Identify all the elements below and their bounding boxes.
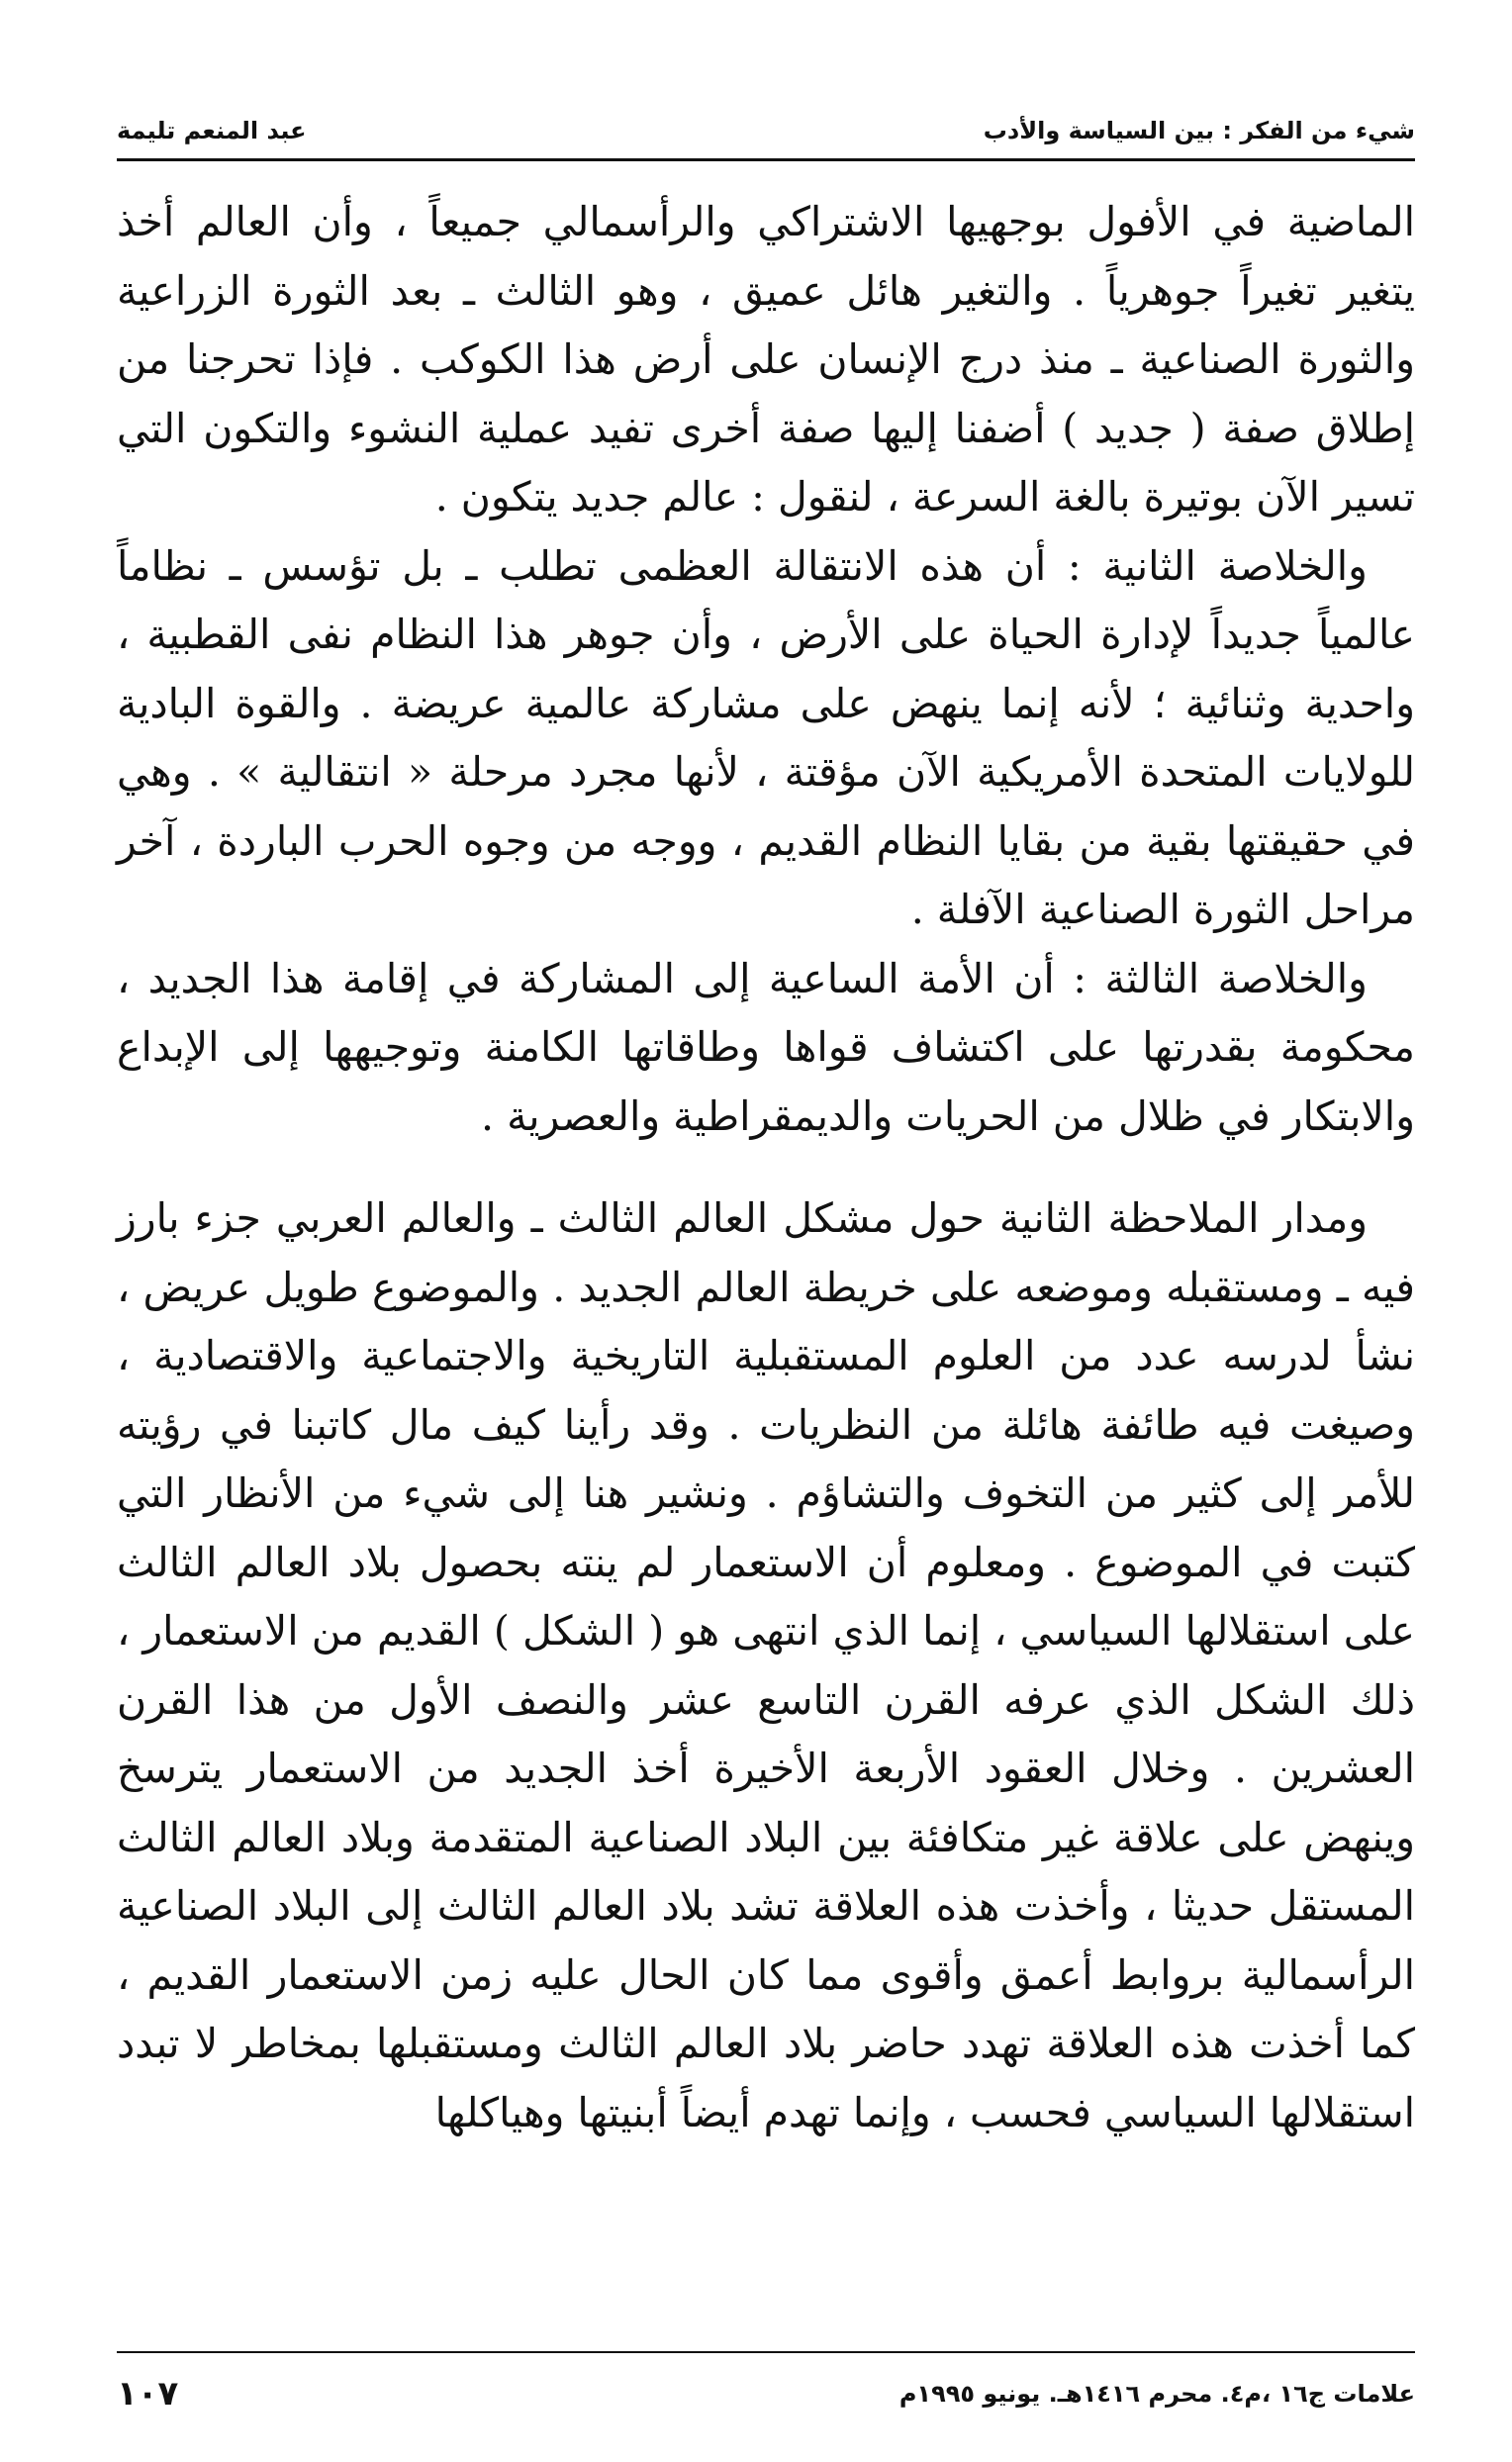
header-rule [117, 158, 1415, 161]
header-author: عبد المنعم تليمة [117, 117, 307, 144]
page-number: ١٠٧ [117, 2374, 179, 2414]
running-footer [117, 2369, 1415, 2418]
body-text [117, 188, 1415, 2325]
footer-rule [117, 2351, 1415, 2353]
paragraph-second-remark: ومدار الملاحظة الثانية حول مشكل العالم الثالث ـ والعالم العربي جزء بارز فيه ـ ومستقبله وموضعه على خريطة العالم الجديد . والموضوع طويل عريض ، نشأ لدرسه عدد من العلوم المستقبلية التاريخية والاجتماعية والاقتصادية ، وصيغت فيه طائفة هائلة من النظريات . وقد رأينا كيف مال كاتبنا في رؤيته للأمر إلى كثير من التخوف والتشاؤم . ونشير هنا إلى شيء من الأنظار التي كتبت في الموضوع . ومعلوم أن الاستعمار لم ينته بحصول بلاد العالم الثالث على استقلالها السياسي ، إنما الذي انتهى هو ( الشكل ) القديم من الاستعمار ، ذلك الشكل الذي عرفه القرن التاسع عشر والنصف الأول من هذا القرن العشرين . وخلال العقود الأربعة الأخيرة أخذ الجديد من الاستعمار يترسخ وينهض على علاقة غير متكافئة بين البلاد الصناعية المتقدمة وبلاد العالم الثالث المستقل حديثا ، وأخذت هذه العلاقة تشد بلاد العالم الثالث إلى البلاد الصناعية الرأسمالية بروابط أعمق وأقوى مما كان الحال عليه زمن الاستعمار القديم ، كما أخذت هذه العلاقة تهدد حاضر بلاد العالم الثالث ومستقبلها بمخاطر لا تبدد استقلالها السياسي فحسب ، وإنما تهدم أيضاً أبنيتها وهياكلها [117, 1194, 1415, 2136]
paragraph-continuation: الماضية في الأفول بوجهيها الاشتراكي والرأسمالي جميعاً ، وأن العالم أخذ يتغير تغيراً جوهرياً . والتغير هائل عميق ، وهو الثالث ـ بعد الثورة الزراعية والثورة الصناعية ـ منذ درج الإنسان على أرض هذا الكوكب . فإذا تحرجنا من إطلاق صفة ( جديد ) أضفنا إليها صفة أخرى تفيد عملية النشوء والتكون التي تسير الآن بوتيرة بالغة السرعة ، لنقول : عالم جديد يتكون . [117, 198, 1415, 521]
header-title: شيء من الفكر : بين السياسة والأدب [983, 117, 1415, 144]
running-header [117, 111, 1415, 150]
paragraph-third-conclusion: والخلاصة الثالثة : أن الأمة الساعية إلى المشاركة في إقامة هذا الجديد ، محكومة بقدرتها على اكتشاف قواها وطاقاتها الكامنة وتوجيهها إلى الإبداع والابتكار في ظلال من الحريات والديمقراطية والعصرية . [117, 954, 1415, 1140]
journal-citation: علامات ج١٦ ،م٤. محرم ١٤١٦هـ. يونيو ١٩٩٥م [898, 2380, 1415, 2408]
paragraph-second-conclusion: والخلاصة الثانية : أن هذه الانتقالة العظمى تطلب ـ بل تؤسس ـ نظاماً عالمياً جديداً لإدارة الحياة على الأرض ، وأن جوهر هذا النظام نفى القطبية ، واحدية وثنائية ؛ لأنه إنما ينهض على مشاركة عالمية عريضة . والقوة البادية للولايات المتحدة الأمريكية الآن مؤقتة ، لأنها مجرد مرحلة « انتقالية » . وهي في حقيقتها بقية من بقايا النظام القديم ، ووجه من وجوه الحرب الباردة ، آخر مراحل الثورة الصناعية الآفلة . [117, 541, 1415, 933]
